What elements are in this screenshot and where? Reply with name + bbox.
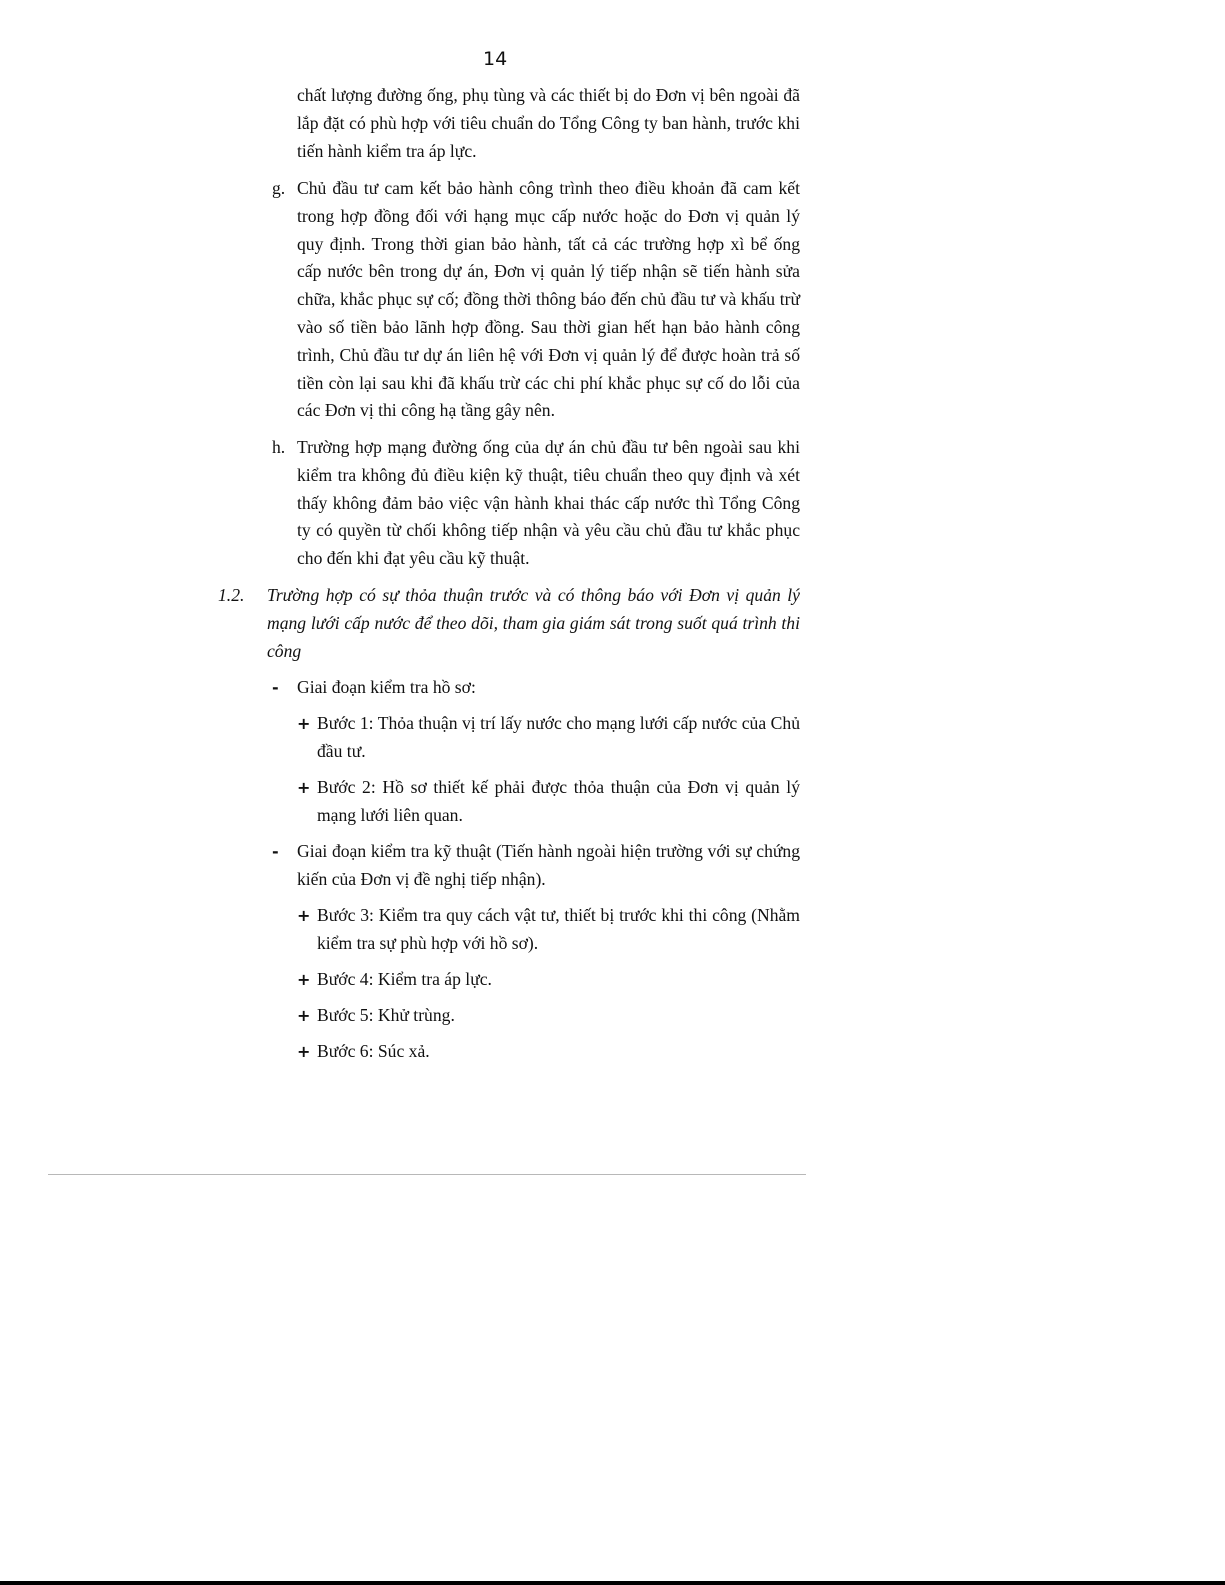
step-2-text: Bước 2: Hồ sơ thiết kế phải được thỏa thuận của Đơn vị quản lý mạng lưới liên quan. [317, 777, 800, 825]
page-divider [48, 1174, 806, 1175]
item-h-marker: h. [272, 437, 286, 457]
item-h-paragraph: Trường hợp mạng đường ống của dự án chủ đầu tư bên ngoài sau khi kiểm tra không đủ điều kiện kỹ thuật, tiêu chuẩn theo quy định và xét thấy không đảm bảo việc vận hành khai thác cấp nước thì Tổng Công ty có quyền từ chối không tiếp nhận và yêu cầu chủ đầu tư khắc phục cho đến khi đạt yêu cầu kỹ thuật. [297, 437, 800, 569]
stage-1-marker: - [272, 678, 279, 697]
step-4-text: Bước 4: Kiểm tra áp lực. [317, 969, 492, 989]
stage-2-marker: - [272, 842, 279, 861]
page-number: 14 [483, 48, 508, 70]
continuation-paragraph: chất lượng đường ống, phụ tùng và các thiết bị do Đơn vị bên ngoài đã lắp đặt có phù hợp với tiêu chuẩn do Tổng Công ty ban hành, trước khi tiến hành kiểm tra áp lực. [297, 85, 800, 161]
step-1-marker: + [297, 714, 311, 733]
stage-2-text: Giai đoạn kiểm tra kỹ thuật (Tiến hành ngoài hiện trường với sự chứng kiến của Đơn vị đề nghị tiếp nhận). [297, 841, 800, 889]
step-6-marker: + [297, 1042, 311, 1061]
bottom-edge-bar [0, 1581, 1225, 1585]
step-6-text: Bước 6: Súc xả. [317, 1041, 430, 1061]
step-4-marker: + [297, 970, 311, 989]
step-3-marker: + [297, 906, 311, 925]
section-number: 1.2. [218, 585, 245, 605]
step-1-text: Bước 1: Thỏa thuận vị trí lấy nước cho mạng lưới cấp nước của Chủ đầu tư. [317, 713, 800, 761]
item-g-paragraph: Chủ đầu tư cam kết bảo hành công trình theo điều khoản đã cam kết trong hợp đồng đối với hạng mục cấp nước hoặc do Đơn vị quản lý quy định. Trong thời gian bảo hành, tất cả các trường hợp xì bể ống cấp nước bên trong dự án, Đơn vị quản lý tiếp nhận sẽ tiến hành sửa chữa, khắc phục sự cố; đồng thời thông báo đến chủ đầu tư và khấu trừ vào số tiền bảo lãnh hợp đồng. Sau thời gian hết hạn bảo hành công trình, Chủ đầu tư dự án liên hệ với Đơn vị quản lý để được hoàn trả số tiền còn lại sau khi đã khấu trừ các chi phí khắc phục sự cố do lỗi của các Đơn vị thi công hạ tầng gây nên. [297, 178, 800, 421]
step-3-text: Bước 3: Kiểm tra quy cách vật tư, thiết bị trước khi thi công (Nhằm kiểm tra sự phù hợp với hồ sơ). [317, 905, 800, 953]
stage-1-text: Giai đoạn kiểm tra hồ sơ: [297, 677, 476, 697]
step-5-marker: + [297, 1006, 311, 1025]
step-2-marker: + [297, 778, 311, 797]
section-title: Trường hợp có sự thỏa thuận trước và có thông báo với Đơn vị quản lý mạng lưới cấp nước để theo dõi, tham gia giám sát trong suốt quá trình thi công [267, 585, 800, 661]
step-5-text: Bước 5: Khử trùng. [317, 1005, 455, 1025]
item-g-marker: g. [272, 178, 286, 198]
